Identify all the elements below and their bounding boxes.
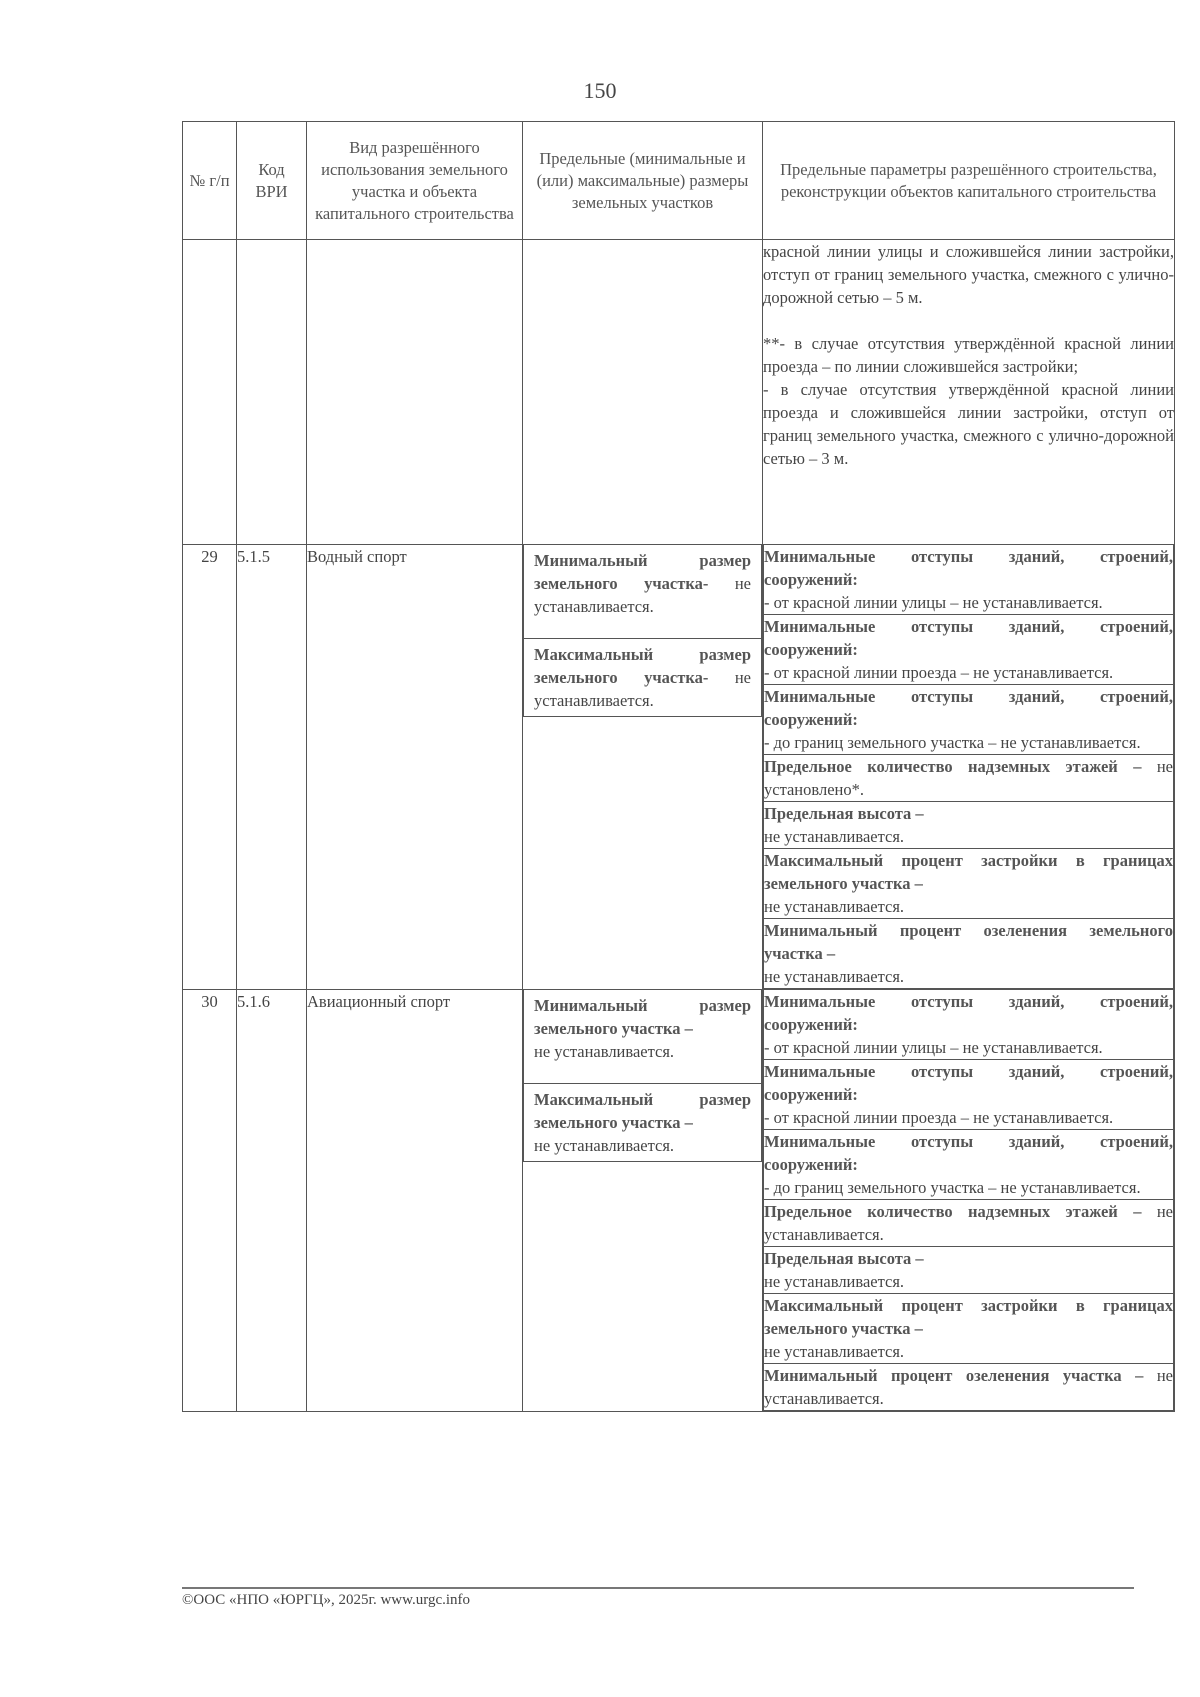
param-item: [764, 755, 1174, 802]
param-item: [764, 1294, 1174, 1364]
params-cell: [763, 545, 1175, 990]
header-size: Предельные (минимальные и (или) максимальные) размеры земельных участков: [523, 122, 763, 240]
header-params: Предельные параметры разрешённого строительства, реконструкции объектов капитального строительства: [763, 122, 1175, 240]
cont-type-cell: [307, 240, 523, 545]
size-max-label: Максимальный размер земельного участка-: [534, 644, 751, 687]
cont-paragraph-2: **- в случае отсутствия утверждённой красной линии проезда – по линии сложившейся застройки;: [763, 334, 1174, 376]
param-label: Минимальные отступы зданий, строений, сооружений:: [764, 687, 1173, 729]
cont-paragraph-1: красной линии улицы и сложившейся линии застройки, отступ от границ земельного участка, смежного с улично-дорожной сетью – 5 м.: [763, 242, 1174, 307]
param-value: не устанавливается.: [764, 1342, 905, 1361]
row-number: 29: [183, 545, 237, 990]
size-min-value: не устанавливается.: [534, 574, 752, 616]
param-item: [764, 615, 1174, 685]
param-label: Предельная высота –: [764, 804, 924, 823]
size-max-value: не устанавливается.: [534, 667, 752, 710]
row-name: Авиационный спорт: [307, 990, 523, 1412]
param-value: - до границ земельного участка – не устанавливается.: [764, 733, 1141, 752]
param-value: не установлено*.: [764, 757, 1173, 799]
header-num: № г/п: [183, 122, 237, 240]
table-row: [183, 990, 1175, 1412]
size-subtable: [523, 545, 762, 717]
size-max-label: Максимальный размер земельного участка –: [534, 1089, 751, 1132]
param-value: - от красной линии проезда – не устанавливается.: [764, 1108, 1114, 1127]
row-name: Водный спорт: [307, 545, 523, 990]
param-label: Максимальный процент застройки в границах земельного участка –: [764, 1296, 1173, 1338]
zoning-table: [182, 121, 1175, 1412]
size-min-value: не устанавливается.: [534, 1042, 675, 1061]
param-label: Минимальные отступы зданий, строений, сооружений:: [764, 547, 1173, 589]
size-min-label: Минимальный размер земельного участка-: [534, 551, 751, 593]
size-min: [524, 990, 762, 1083]
row-code: 5.1.6: [237, 990, 307, 1412]
row-number: 30: [183, 990, 237, 1412]
param-value: - до границ земельного участка – не устанавливается.: [764, 1178, 1141, 1197]
param-item: [764, 545, 1174, 615]
param-value: - от красной линии проезда – не устанавливается.: [764, 663, 1114, 682]
page-number: 150: [583, 78, 617, 103]
param-item: [764, 1247, 1174, 1294]
row-code: 5.1.5: [237, 545, 307, 990]
size-min: [524, 545, 762, 638]
size-min-label: Минимальный размер земельного участка –: [534, 996, 751, 1038]
footer-divider: [182, 1587, 1134, 1589]
footer-copyright: ©ООС «НПО «ЮРГЦ», 2025г. www.urgc.info: [182, 1592, 471, 1608]
size-max: [524, 638, 762, 716]
size-max-value: не устанавливается.: [534, 1135, 675, 1155]
param-label: Минимальные отступы зданий, строений, сооружений:: [764, 1062, 1173, 1104]
cont-code-cell: [237, 240, 307, 545]
param-item: [764, 919, 1174, 989]
cont-size-cell: [523, 240, 763, 545]
param-value: - от красной линии улицы – не устанавливается.: [764, 593, 1103, 612]
cont-num-cell: [183, 240, 237, 545]
param-item: [764, 990, 1174, 1060]
param-value: не устанавливается.: [764, 827, 905, 846]
header-type: Вид разрешённого использования земельного участка и объекта капитального строительства: [307, 122, 523, 240]
param-value: не устанавливается.: [764, 897, 905, 916]
header-code: Код ВРИ: [237, 122, 307, 240]
param-label: Минимальные отступы зданий, строений, сооружений:: [764, 1132, 1173, 1174]
param-value: - от красной линии улицы – не устанавливается.: [764, 1038, 1103, 1057]
param-label: Минимальный процент озеленения земельного участка –: [764, 921, 1173, 963]
params-cell: [763, 990, 1175, 1412]
params-subtable: [763, 545, 1174, 989]
continuation-row: [183, 240, 1175, 545]
param-item: [764, 1130, 1174, 1200]
header-row: [183, 122, 1175, 240]
param-label: Предельное количество надземных этажей –: [764, 757, 1142, 776]
param-item: [764, 1060, 1174, 1130]
param-label: Предельное количество надземных этажей –: [764, 1202, 1142, 1221]
size-max: [524, 1083, 762, 1161]
table-row: [183, 545, 1175, 990]
param-label: Предельная высота –: [764, 1249, 924, 1268]
size-subtable: [523, 990, 762, 1162]
param-value: не устанавливается.: [764, 1202, 1173, 1244]
param-item: [764, 1364, 1174, 1411]
cont-paragraph-3: - в случае отсутствия утверждённой красной линии проезда и сложившейся линии застройки, отступ от границ земельного участка, смежного с улично-дорожной сетью – 3 м.: [763, 380, 1174, 468]
size-cell: [523, 990, 763, 1412]
param-label: Минимальный процент озеленения участка –: [764, 1366, 1144, 1385]
params-subtable: [763, 990, 1174, 1411]
param-label: Минимальные отступы зданий, строений, сооружений:: [764, 992, 1173, 1034]
param-value: не устанавливается.: [764, 1272, 905, 1291]
param-item: [764, 1200, 1174, 1247]
param-value: не устанавливается.: [764, 967, 905, 986]
param-label: Минимальные отступы зданий, строений, сооружений:: [764, 617, 1173, 659]
param-item: [764, 685, 1174, 755]
param-item: [764, 802, 1174, 849]
param-item: [764, 849, 1174, 919]
param-value: не устанавливается.: [764, 1366, 1173, 1408]
param-label: Максимальный процент застройки в границах земельного участка –: [764, 851, 1173, 893]
continuation-params: [763, 240, 1175, 545]
size-cell: [523, 545, 763, 990]
